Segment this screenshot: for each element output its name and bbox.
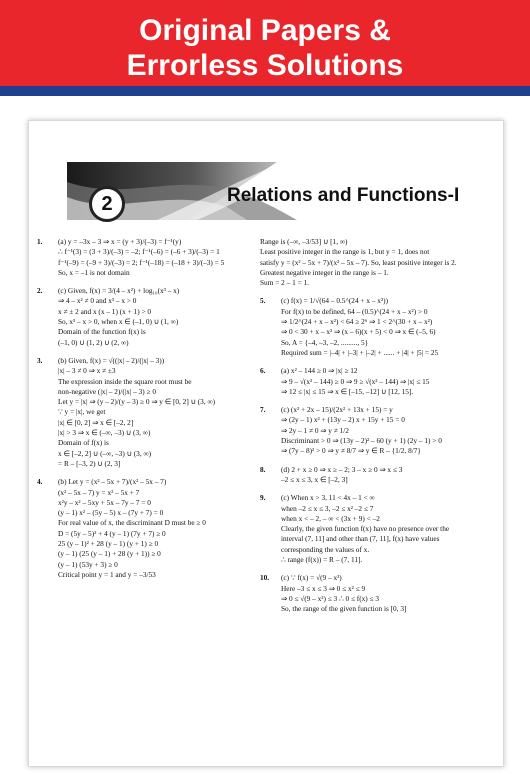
solution-line: ⇒ 1/2^(24 + x – x²) < 64 ≥ 2⁶ ⇒ 1 < 2^(30 + x – x²) [281, 317, 433, 327]
solution-line: So, the range of the given function is [0, 3] [281, 604, 407, 614]
question-number: 1. [37, 237, 43, 246]
question-number: 5. [260, 296, 266, 306]
spacer [37, 583, 253, 588]
solution-line: Here –3 ≤ x ≤ 3 ⇒ 0 ≤ x² ≤ 9 [281, 583, 366, 593]
question-block [260, 493, 488, 565]
question-block [260, 573, 488, 614]
question-block [37, 237, 253, 278]
solution-line: x ∈ [–2, 2] ∪ (–∞, –3) ∪ (3, ∞) [58, 448, 152, 458]
solution-line: (d) 2 + x ≥ 0 ⇒ x ≥ – 2; 3 – x ≥ 0 ⇒ x ≤ 3 [281, 464, 403, 474]
question-block [260, 296, 488, 358]
solution-line: ⇒ 0 < 30 + x – x² ⇒ (x – 6)(x + 5) < 0 ⇒ x ∈ (–5, 6) [281, 327, 436, 337]
solution-line: ⇒ 0 ≤ √(9 – x²) ≤ 3 ∴ 0 ≤ f(x) ≤ 3 [281, 593, 380, 603]
solution-line: Range is (–∞, –3/53] ∪ [1, ∞) [260, 237, 348, 246]
solution-line: ∴ f⁻¹(3) = (3 + 3)/(–3) = –2; f⁻¹(–6) = (–6 + 3)/(–3) = 1 [58, 247, 220, 257]
question-number: 4. [37, 477, 43, 487]
solution-line: Required sum = |–4| + |–3| + |–2| + ...... + |4| + |5| = 25 [281, 347, 439, 357]
solution-line: For real value of x, the discriminant D must be ≥ 0 [58, 518, 206, 528]
solution-line: For f(x) to be defined, 64 – (0.5)^(24 + x – x²) > 0 [281, 306, 428, 316]
solution-line: Clearly, the given function f(x) have no presence over the [281, 524, 450, 534]
question-block [37, 477, 253, 580]
spacer [260, 618, 488, 623]
solution-line: (a) x² – 144 ≥ 0 ⇒ |x| ≥ 12 [281, 366, 358, 376]
question-block [260, 405, 488, 456]
banner-stripe [0, 86, 530, 96]
banner-title-line-1: Original Papers & [139, 14, 391, 47]
solution-line: Domain of the function f(x) is [58, 327, 146, 337]
solution-line: So, x = –1 is not domain [58, 267, 130, 277]
solution-line: –2 ≤ x ≤ 3, x ∈ [–2, 3] [281, 474, 348, 484]
solution-line: (c) When x > 3, 11 < 4x – 1 < ∞ [281, 493, 375, 503]
right-column [260, 237, 488, 623]
solution-line: (y – 1) (53y + 3) ≥ 0 [58, 559, 118, 569]
solution-line: 25 (y – 1)² + 28 (y – 1) (y + 1) ≥ 0 [58, 539, 159, 549]
solution-line: D = (5y – 5)² + 4 (y – 1) (7y + 7) ≥ 0 [58, 528, 166, 538]
question-number: 8. [260, 464, 266, 474]
question-number: 7. [260, 405, 266, 415]
solution-line: The expression inside the square root must be [58, 376, 192, 386]
solution-line: f⁻¹(–9) = (–9 + 3)/(–3) = 2; f⁻¹(–18) = (–18 + 3)/(–3) = 5 [58, 257, 225, 267]
promo-banner [0, 0, 530, 96]
question-block [37, 286, 253, 348]
question-block [260, 366, 488, 397]
chapter-number-badge: 2 [89, 186, 125, 222]
solution-line: (b) Given, f(x) = √((|x| – 2)/(|x| – 3)) [58, 355, 165, 365]
solution-line: (y – 1) (25 (y – 1) + 28 (y + 1)) ≥ 0 [58, 549, 161, 559]
solution-line: (c) f(x) = 1/√(64 – 0.5^(24 + x – x²)) [281, 296, 389, 306]
solution-line: ⇒ 12 ≤ |x| ≤ 15 ⇒ x ∈ [–15, –12] ∪ [12, 15]. [281, 386, 414, 396]
chapter-title: Relations and Functions-I [227, 185, 460, 206]
solution-line: |x| > 3 ⇒ x ∈ (–∞, –3) ∪ (3, ∞) [58, 428, 151, 438]
solution-line: ⇒ 2y – 1 ≠ 0 ⇒ y ≠ 1/2 [281, 425, 349, 435]
solution-line: (–1, 0) ∪ (1, 2) ∪ (2, ∞) [58, 337, 129, 347]
question-block [37, 356, 253, 469]
question-block [260, 237, 488, 288]
document-page [28, 120, 504, 767]
question-number: 2. [37, 286, 43, 296]
solution-line: when –2 ≤ x ≤ 3, –2 ≤ x² –2 ≤ 7 [281, 503, 374, 513]
solution-line: |x| ∈ [0, 2] ⇒ x ∈ [–2, 2] [58, 417, 134, 427]
question-number: 9. [260, 493, 266, 503]
solution-line: interval (7, 11] and other than (7, 11], f(x) have values [281, 534, 440, 544]
solution-line: Critical point y = 1 and y = –3/53 [58, 569, 156, 579]
solution-line: ⇒ 9 – √(x² – 144) ≥ 0 ⇒ 9 ≥ √(x² – 144) ⇒ |x| ≤ 15 [281, 376, 430, 386]
solution-line: corresponding the values of x. [281, 544, 370, 554]
solution-line: So, A = {–4, –3, –2, ........., 5} [281, 337, 369, 347]
solution-line: Greatest negative integer in the range is – 1. [260, 267, 389, 277]
solution-line: ⇒ (2y – 1) x² + (13y – 2) x + 15y + 15 = 0 [281, 415, 405, 425]
solution-line: ∴ range (f(x)) = R – (7, 11]. [281, 555, 363, 565]
solution-line: Let y = |x| ⇒ (y – 2)/(y – 3) ≥ 0 ⇒ y ∈ [0, 2] ∪ (3, ∞) [58, 397, 216, 407]
solution-line: (b) Let y = (x² – 5x + 7)/(x² – 5x – 7) [58, 477, 167, 487]
solution-line: |x| – 3 ≠ 0 ⇒ x ≠ ±3 [58, 366, 116, 376]
solution-line: ⇒ 4 – x² ≠ 0 and x³ – x > 0 [58, 296, 137, 306]
question-block [260, 465, 488, 486]
solution-line: x ≠ ± 2 and x (x – 1) (x + 1) > 0 [58, 306, 152, 316]
question-number: 3. [37, 355, 43, 365]
solution-line: Discriminant > 0 ⇒ (13y – 2)² – 60 (y + 1) (2y – 1) > 0 [281, 436, 442, 446]
solution-line: x²y – x² – 5xy + 5x – 7y – 7 = 0 [58, 497, 151, 507]
solution-line: ⇒ (7y – 8)² > 0 ⇒ y ≠ 8/7 ⇒ y ∈ R – {1/2, 8/7} [281, 446, 421, 456]
solution-line: non-negative (|x| – 2)/(|x| – 3) ≥ 0 [58, 386, 156, 396]
solution-line: = R – [–3, 2) ∪ (2, 3] [58, 458, 121, 468]
question-number: 6. [260, 366, 266, 376]
solution-line: Domain of f(x) is [58, 438, 109, 448]
solution-line: (c) ∵ f(x) = √(9 – x²) [281, 573, 342, 583]
solution-line: satisfy y = (x² – 5x + 7)/(x² – 5x – 7). So, least positive integer is 2. [260, 257, 457, 267]
solution-line: (c) (x² + 2x – 15)/(2x² + 13x + 15) = y [281, 405, 393, 415]
solution-line: (a) y = –3x – 3 ⇒ x = (y + 3)/(–3) = f⁻¹(y) [58, 237, 182, 246]
question-number: 10. [260, 573, 270, 583]
left-column [37, 237, 253, 588]
solution-line: ∵ y = |x|, we get [58, 407, 106, 417]
solution-line: (x² – 5x – 7) y = x² – 5x + 7 [58, 487, 140, 497]
solution-line: (c) Given, f(x) = 3/(4 – x²) + log₁₀(x³ – x) [58, 286, 180, 296]
solution-line: So, x³ – x > 0, when x ∈ (–1, 0) ∪ (1, ∞) [58, 317, 179, 327]
solution-line: Sum = 2 – 1 = 1. [260, 278, 309, 288]
banner-title-line-2: Errorless Solutions [126, 49, 404, 82]
solution-line: (y – 1) x² – (5y – 5) x – (7y + 7) = 0 [58, 508, 164, 518]
solution-line: when x < – 2, – ∞ < (3x + 9) < –2 [281, 513, 380, 523]
solution-line: Least positive integer in the range is 1, but y = 1, does not [260, 247, 430, 257]
